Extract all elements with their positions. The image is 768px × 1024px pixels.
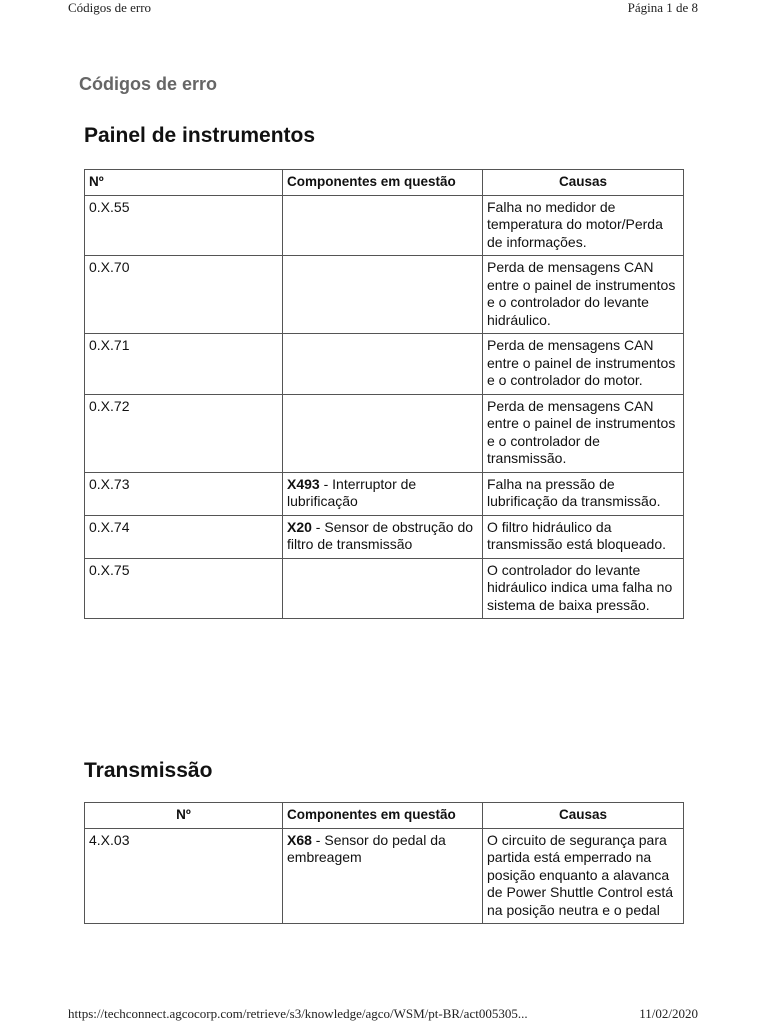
error-code-cell: 0.X.55 — [85, 195, 283, 256]
cause-cell: Perda de mensagens CAN entre o painel de instrumentos e o controlador do levante hidráulico. — [483, 256, 684, 334]
table-row — [85, 558, 684, 619]
component-id: X493 — [287, 475, 320, 492]
footer-date: 11/02/2020 — [639, 1006, 698, 1021]
print-header — [68, 0, 698, 16]
error-code-cell: 0.X.72 — [85, 394, 283, 472]
column-header-components: Componentes em questão — [283, 170, 483, 196]
component-description: - Sensor do pedal da embreagem — [287, 831, 446, 865]
component-description: - Interruptor de lubrificação — [287, 475, 417, 509]
component-cell — [283, 256, 483, 334]
table-row — [85, 472, 684, 515]
header-page-number: Página 1 de 8 — [627, 0, 698, 15]
section-title-transmissao: Transmissão — [84, 759, 213, 782]
table-row — [85, 394, 684, 472]
table-row — [85, 515, 684, 558]
error-code-cell: 0.X.75 — [85, 558, 283, 619]
cause-cell: O circuito de segurança para partida está emperrado na posição enquanto a alavanca de Power Shuttle Control está na posição neutra e o pedal — [483, 828, 684, 924]
table-row — [85, 256, 684, 334]
column-header-causes: Causas — [483, 803, 684, 829]
table-body — [85, 828, 684, 924]
component-cell — [283, 334, 483, 395]
cause-cell: Perda de mensagens CAN entre o painel de instrumentos e o controlador do motor. — [483, 334, 684, 395]
column-header-number: Nº — [85, 170, 283, 196]
error-code-table-transmissao — [84, 802, 684, 924]
cause-cell: O filtro hidráulico da transmissão está bloqueado. — [483, 515, 684, 558]
table-row — [85, 828, 684, 924]
table-body — [85, 195, 684, 619]
header-doc-name: Códigos de erro — [68, 0, 152, 15]
cause-cell: Perda de mensagens CAN entre o painel de instrumentos e o controlador de transmissão. — [483, 394, 684, 472]
component-id: X68 — [287, 831, 312, 848]
component-description: - Sensor de obstrução do filtro de transmissão — [287, 518, 474, 552]
component-id: X20 — [287, 518, 312, 535]
cause-cell: Falha no medidor de temperatura do motor/Perda de informações. — [483, 195, 684, 256]
cause-cell: O controlador do levante hidráulico indica uma falha no sistema de baixa pressão. — [483, 558, 684, 619]
document-title: Códigos de erro — [79, 74, 218, 94]
footer-url: https://techconnect.agcocorp.com/retrieve/s3/knowledge/agco/WSM/pt-BR/act005305... — [68, 1006, 528, 1021]
column-header-number: Nº — [85, 803, 283, 829]
component-cell — [283, 195, 483, 256]
table-row — [85, 195, 684, 256]
column-header-causes: Causas — [483, 170, 684, 196]
error-code-cell: 0.X.74 — [85, 515, 283, 558]
error-code-cell: 0.X.70 — [85, 256, 283, 334]
component-cell — [283, 515, 483, 558]
cause-cell: Falha na pressão de lubrificação da transmissão. — [483, 472, 684, 515]
table-header-row — [85, 803, 684, 829]
error-code-cell: 0.X.71 — [85, 334, 283, 395]
error-code-table-painel — [84, 169, 684, 619]
component-cell — [283, 558, 483, 619]
page-cutoff — [0, 958, 768, 1008]
table-row — [85, 334, 684, 395]
table-header-row — [85, 170, 684, 196]
print-footer — [68, 1006, 698, 1022]
error-code-cell: 0.X.73 — [85, 472, 283, 515]
component-cell — [283, 472, 483, 515]
component-cell — [283, 828, 483, 924]
component-cell — [283, 394, 483, 472]
error-code-cell: 4.X.03 — [85, 828, 283, 924]
column-header-components: Componentes em questão — [283, 803, 483, 829]
section-title-painel: Painel de instrumentos — [84, 124, 316, 147]
